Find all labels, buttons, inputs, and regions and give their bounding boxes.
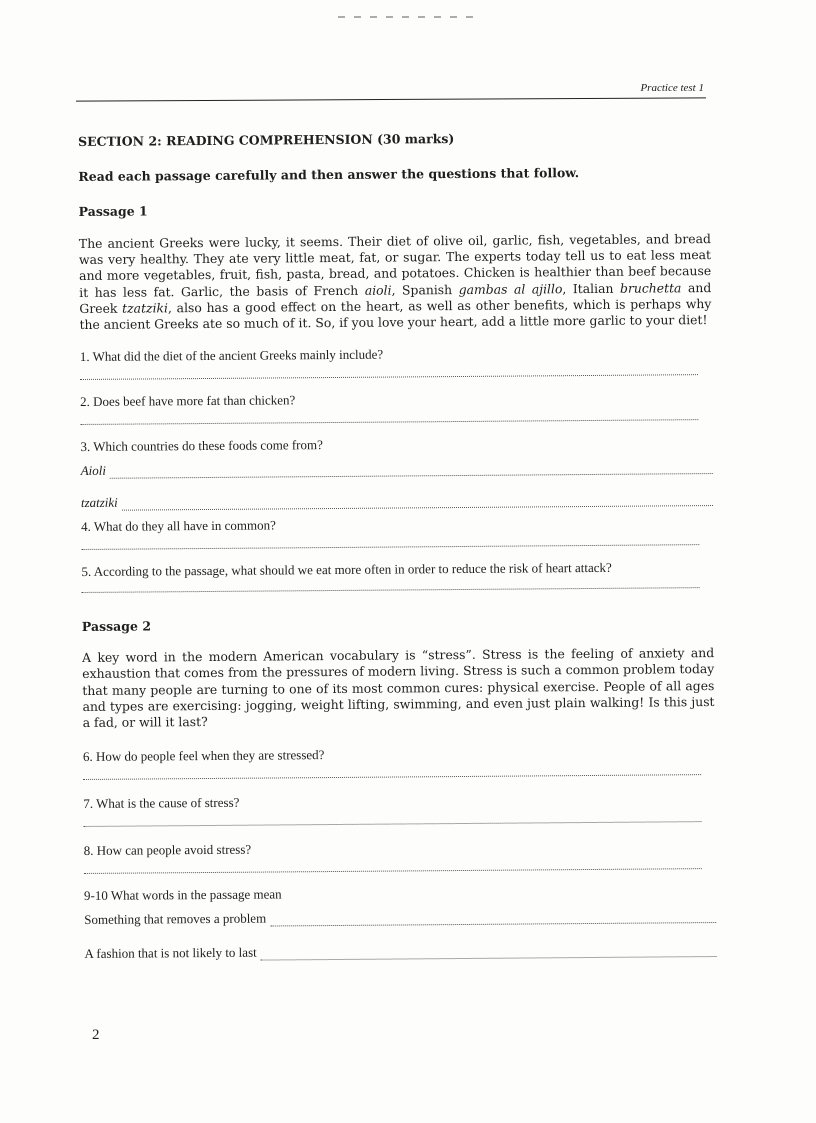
answer-line-5[interactable] xyxy=(82,587,700,593)
passage-1-text-part: , Spanish xyxy=(391,281,459,298)
passage-1-text-part: The ancient Greeks were lucky, it seems. Their diet of olive oil, garlic, fish, vegetables, and bread was very healthy. They ate very little meat, fat, or sugar. The experts today tell us to eat less meat and more vegetables, fruit, fish, pasta, bread, and potatoes. Chicken is healthier than beef because it has less fat. Garlic, the basis of French xyxy=(78,231,712,300)
answer-line-6[interactable] xyxy=(83,774,701,780)
answer-label-9: Something that removes a problem xyxy=(84,910,267,928)
answer-line-9[interactable] xyxy=(84,907,716,928)
passage-1-term: tzatziki xyxy=(122,300,169,316)
answer-line-2[interactable] xyxy=(80,419,698,425)
section-title: SECTION 2: READING COMPREHENSION (30 marks) xyxy=(78,131,455,149)
header-rule xyxy=(76,97,706,101)
answer-dots xyxy=(110,463,713,479)
answer-line-7[interactable] xyxy=(83,821,701,827)
answer-line-3b[interactable] xyxy=(81,490,713,511)
question-4: 4. What do they all have in common? xyxy=(81,517,276,535)
answer-line-10[interactable] xyxy=(84,941,716,962)
answer-line-1[interactable] xyxy=(80,374,698,380)
instruction: Read each passage carefully and then answer the questions that follow. xyxy=(78,165,580,184)
answer-label-aioli: Aioli xyxy=(80,463,107,479)
passage-1-term: gambas al ajillo xyxy=(458,280,563,297)
answer-dots xyxy=(270,912,716,927)
passage-1-title: Passage 1 xyxy=(78,203,148,219)
passage-1-text xyxy=(79,231,712,333)
answer-label-tzatziki: tzatziki xyxy=(80,494,118,511)
passage-1-term: bruchetta xyxy=(619,279,682,296)
passage-1-term: aioli xyxy=(364,282,392,298)
question-5: 5. According to the passage, what should we eat more often in order to reduce the risk of heart attack? xyxy=(81,560,612,580)
answer-label-10: A fashion that is not likely to last xyxy=(84,944,257,962)
question-6: 6. How do people feel when they are stressed? xyxy=(82,747,325,765)
passage-1-text-part: , Italian xyxy=(562,280,621,296)
answer-dots xyxy=(261,946,717,961)
passage-1-text-part: , also has a good effect on the heart, as well as other benefits, which is perhaps why the ancient Greeks ate so much of it. So, if you love your heart, add a little more garlic to your diet! xyxy=(79,295,712,333)
answer-line-3a[interactable] xyxy=(81,458,713,479)
answer-line-4[interactable] xyxy=(81,544,699,550)
question-3: 3. Which countries do these foods come from? xyxy=(80,437,323,455)
scan-artifact-dashes xyxy=(338,16,478,18)
question-8: 8. How can people avoid stress? xyxy=(83,841,252,859)
question-2: 2. Does beef have more fat than chicken? xyxy=(80,392,296,410)
answer-dots xyxy=(122,495,713,511)
question-7: 7. What is the cause of stress? xyxy=(83,794,240,812)
passage-1-text-part: and Greek xyxy=(79,279,712,316)
question-1: 1. What did the diet of the ancient Greeks mainly include? xyxy=(79,346,384,365)
content xyxy=(78,125,717,962)
passage-2-title: Passage 2 xyxy=(81,618,152,635)
question-9-10: 9-10 What words in the passage mean xyxy=(83,886,282,904)
running-header: Practice test 1 xyxy=(640,82,704,94)
passage-2-text: A key word in the modern American vocabulary is “stress”. Stress is the feeling of anxiety and exhaustion that comes from the pressures of modern living. Stress is such a common problem today that many people are turning to one of its most common cures: physical exercise. People of all ages and types are exercising: jogging, weight lifting, swimming, and even just plain walking! Is this just a fad, or will it last? xyxy=(82,645,715,731)
answer-line-8[interactable] xyxy=(84,868,702,874)
page-number: 2 xyxy=(92,1027,100,1043)
